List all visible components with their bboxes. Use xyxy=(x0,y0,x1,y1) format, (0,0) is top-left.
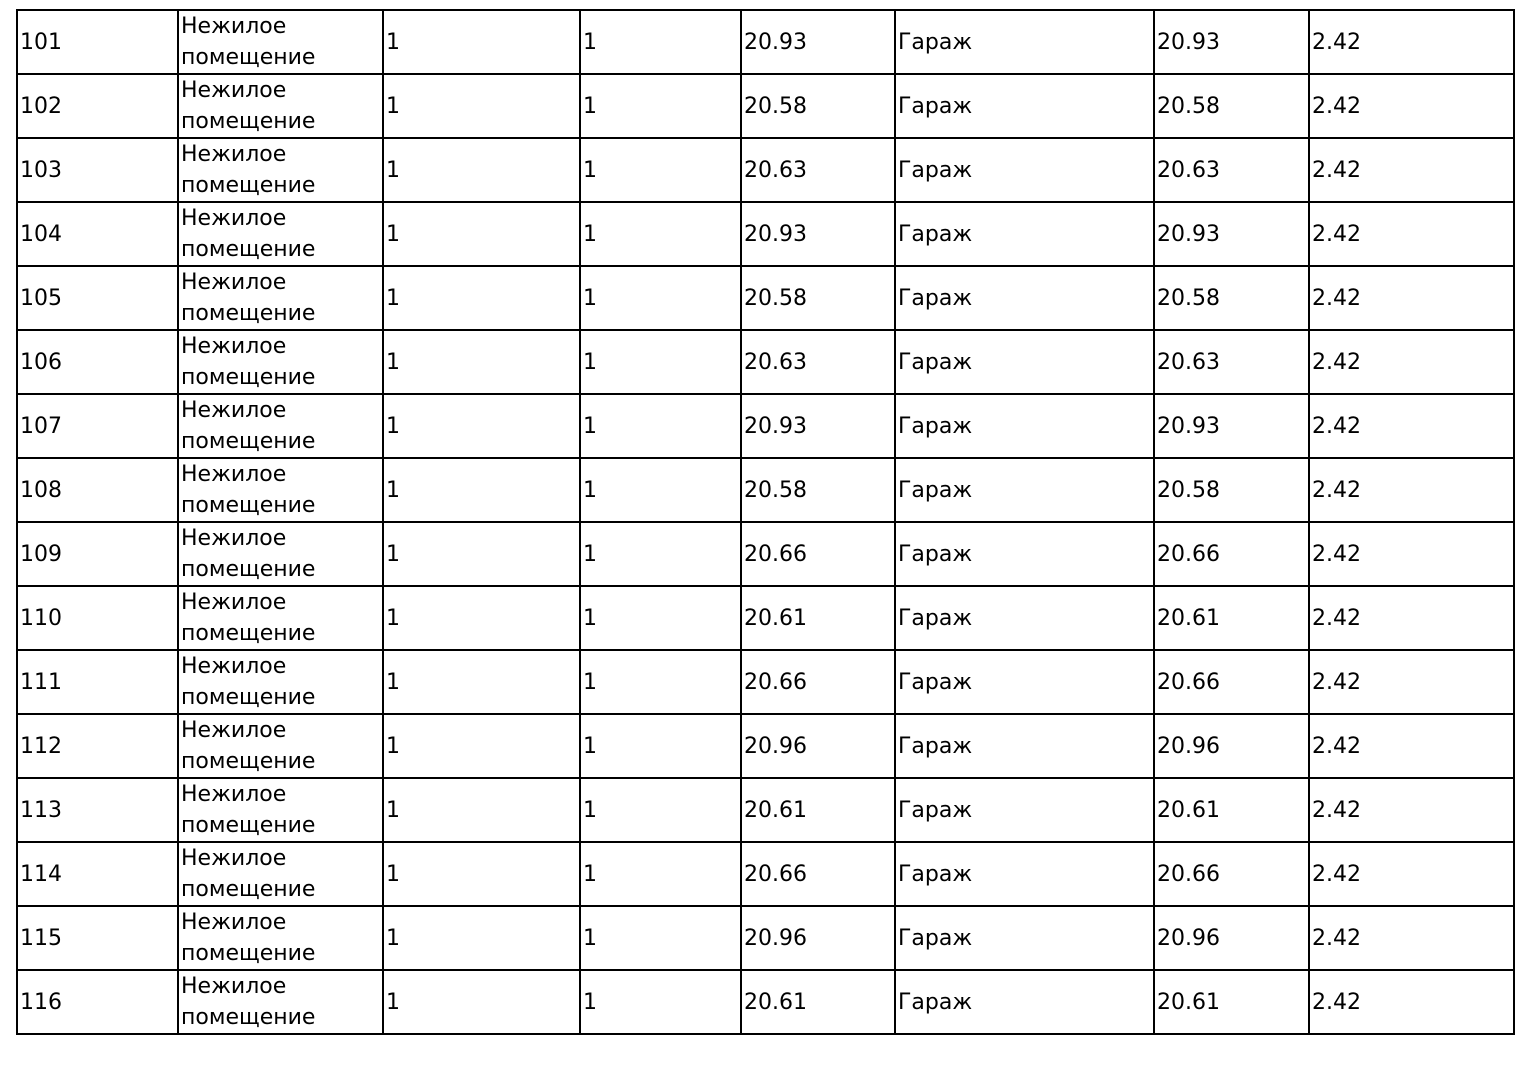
cell-col3: 1 xyxy=(383,10,580,74)
cell-area-total: 20.61 xyxy=(1154,586,1309,650)
cell-premises-type xyxy=(178,458,383,522)
cell-height: 2.42 xyxy=(1309,650,1514,714)
cell-height: 2.42 xyxy=(1309,842,1514,906)
cell-premises-type xyxy=(178,778,383,842)
cell-col3: 1 xyxy=(383,522,580,586)
cell-area-total: 20.63 xyxy=(1154,138,1309,202)
cell-number: 105 xyxy=(17,266,178,330)
cell-height: 2.42 xyxy=(1309,266,1514,330)
cell-area: 20.61 xyxy=(741,778,895,842)
cell-premises-type-line: помещение xyxy=(181,109,316,134)
cell-purpose: Гараж xyxy=(895,330,1154,394)
cell-area: 20.66 xyxy=(741,522,895,586)
cell-col4: 1 xyxy=(580,714,741,778)
cell-col4: 1 xyxy=(580,330,741,394)
cell-purpose: Гараж xyxy=(895,10,1154,74)
cell-area: 20.93 xyxy=(741,394,895,458)
cell-area-total: 20.66 xyxy=(1154,650,1309,714)
cell-number: 113 xyxy=(17,778,178,842)
cell-col4: 1 xyxy=(580,10,741,74)
cell-col4: 1 xyxy=(580,586,741,650)
cell-area-total: 20.61 xyxy=(1154,970,1309,1034)
cell-col3: 1 xyxy=(383,970,580,1034)
cell-purpose: Гараж xyxy=(895,586,1154,650)
cell-purpose: Гараж xyxy=(895,842,1154,906)
cell-premises-type xyxy=(178,74,383,138)
cell-premises-type-line: Нежилое xyxy=(181,846,287,871)
cell-premises-type xyxy=(178,202,383,266)
cell-premises-type xyxy=(178,650,383,714)
cell-area-total: 20.66 xyxy=(1154,522,1309,586)
cell-purpose: Гараж xyxy=(895,266,1154,330)
cell-height: 2.42 xyxy=(1309,10,1514,74)
table-body xyxy=(17,10,1514,1034)
cell-area: 20.58 xyxy=(741,74,895,138)
cell-height: 2.42 xyxy=(1309,202,1514,266)
cell-area-total: 20.93 xyxy=(1154,10,1309,74)
cell-purpose: Гараж xyxy=(895,778,1154,842)
cell-area-total: 20.66 xyxy=(1154,842,1309,906)
cell-purpose: Гараж xyxy=(895,970,1154,1034)
cell-premises-type-line: Нежилое xyxy=(181,910,287,935)
cell-col4: 1 xyxy=(580,202,741,266)
cell-number: 114 xyxy=(17,842,178,906)
cell-col4: 1 xyxy=(580,138,741,202)
table-row xyxy=(17,842,1514,906)
cell-area-total: 20.58 xyxy=(1154,266,1309,330)
cell-premises-type-line: помещение xyxy=(181,813,316,838)
cell-number: 107 xyxy=(17,394,178,458)
cell-premises-type-line: помещение xyxy=(181,173,316,198)
cell-premises-type-line: помещение xyxy=(181,301,316,326)
cell-premises-type xyxy=(178,138,383,202)
cell-purpose: Гараж xyxy=(895,202,1154,266)
cell-premises-type-line: Нежилое xyxy=(181,974,287,999)
cell-premises-type-line: Нежилое xyxy=(181,782,287,807)
cell-premises-type-line: помещение xyxy=(181,685,316,710)
cell-col4: 1 xyxy=(580,650,741,714)
cell-area: 20.58 xyxy=(741,458,895,522)
table-row xyxy=(17,458,1514,522)
table-row xyxy=(17,970,1514,1034)
cell-col3: 1 xyxy=(383,202,580,266)
cell-area: 20.61 xyxy=(741,970,895,1034)
cell-area-total: 20.58 xyxy=(1154,74,1309,138)
cell-number: 108 xyxy=(17,458,178,522)
cell-col3: 1 xyxy=(383,458,580,522)
cell-premises-type xyxy=(178,714,383,778)
cell-area: 20.66 xyxy=(741,842,895,906)
cell-number: 106 xyxy=(17,330,178,394)
cell-area-total: 20.93 xyxy=(1154,202,1309,266)
cell-premises-type-line: помещение xyxy=(181,237,316,262)
cell-height: 2.42 xyxy=(1309,522,1514,586)
table-row xyxy=(17,714,1514,778)
cell-area-total: 20.96 xyxy=(1154,714,1309,778)
cell-premises-type xyxy=(178,586,383,650)
cell-premises-type xyxy=(178,970,383,1034)
cell-premises-type-line: помещение xyxy=(181,365,316,390)
cell-col3: 1 xyxy=(383,906,580,970)
cell-area: 20.58 xyxy=(741,266,895,330)
cell-area: 20.93 xyxy=(741,202,895,266)
cell-premises-type-line: Нежилое xyxy=(181,142,287,167)
table-row xyxy=(17,778,1514,842)
cell-premises-type xyxy=(178,842,383,906)
cell-number: 116 xyxy=(17,970,178,1034)
cell-premises-type-line: Нежилое xyxy=(181,334,287,359)
cell-number: 115 xyxy=(17,906,178,970)
cell-col3: 1 xyxy=(383,330,580,394)
cell-premises-type-line: помещение xyxy=(181,749,316,774)
cell-height: 2.42 xyxy=(1309,714,1514,778)
cell-number: 103 xyxy=(17,138,178,202)
cell-premises-type-line: Нежилое xyxy=(181,270,287,295)
cell-area-total: 20.63 xyxy=(1154,330,1309,394)
cell-premises-type xyxy=(178,522,383,586)
cell-area: 20.61 xyxy=(741,586,895,650)
cell-premises-type-line: помещение xyxy=(181,429,316,454)
cell-col4: 1 xyxy=(580,266,741,330)
cell-purpose: Гараж xyxy=(895,138,1154,202)
cell-premises-type-line: Нежилое xyxy=(181,462,287,487)
cell-premises-type xyxy=(178,266,383,330)
cell-number: 109 xyxy=(17,522,178,586)
cell-col4: 1 xyxy=(580,778,741,842)
cell-number: 110 xyxy=(17,586,178,650)
cell-premises-type xyxy=(178,394,383,458)
premises-table-container xyxy=(16,9,1513,1035)
cell-col3: 1 xyxy=(383,266,580,330)
cell-purpose: Гараж xyxy=(895,650,1154,714)
cell-premises-type-line: Нежилое xyxy=(181,718,287,743)
cell-col3: 1 xyxy=(383,586,580,650)
cell-premises-type-line: помещение xyxy=(181,1005,316,1030)
table-row xyxy=(17,138,1514,202)
cell-number: 101 xyxy=(17,10,178,74)
cell-area: 20.63 xyxy=(741,138,895,202)
table-row xyxy=(17,330,1514,394)
cell-premises-type-line: Нежилое xyxy=(181,14,287,39)
cell-height: 2.42 xyxy=(1309,330,1514,394)
cell-area: 20.96 xyxy=(741,714,895,778)
cell-col4: 1 xyxy=(580,74,741,138)
cell-purpose: Гараж xyxy=(895,74,1154,138)
cell-col4: 1 xyxy=(580,906,741,970)
cell-premises-type xyxy=(178,10,383,74)
cell-number: 111 xyxy=(17,650,178,714)
cell-premises-type xyxy=(178,330,383,394)
cell-col3: 1 xyxy=(383,394,580,458)
cell-premises-type-line: помещение xyxy=(181,493,316,518)
premises-table xyxy=(16,9,1515,1035)
cell-purpose: Гараж xyxy=(895,522,1154,586)
cell-height: 2.42 xyxy=(1309,778,1514,842)
cell-col3: 1 xyxy=(383,138,580,202)
cell-col3: 1 xyxy=(383,650,580,714)
cell-premises-type-line: Нежилое xyxy=(181,590,287,615)
cell-col3: 1 xyxy=(383,778,580,842)
cell-purpose: Гараж xyxy=(895,906,1154,970)
cell-area-total: 20.93 xyxy=(1154,394,1309,458)
cell-premises-type-line: помещение xyxy=(181,621,316,646)
cell-col4: 1 xyxy=(580,522,741,586)
cell-purpose: Гараж xyxy=(895,394,1154,458)
cell-height: 2.42 xyxy=(1309,394,1514,458)
cell-purpose: Гараж xyxy=(895,458,1154,522)
cell-premises-type-line: Нежилое xyxy=(181,526,287,551)
table-row xyxy=(17,522,1514,586)
cell-area-total: 20.58 xyxy=(1154,458,1309,522)
cell-premises-type-line: помещение xyxy=(181,941,316,966)
cell-purpose: Гараж xyxy=(895,714,1154,778)
table-row xyxy=(17,906,1514,970)
cell-premises-type-line: Нежилое xyxy=(181,206,287,231)
cell-area-total: 20.96 xyxy=(1154,906,1309,970)
cell-premises-type-line: Нежилое xyxy=(181,654,287,679)
cell-col4: 1 xyxy=(580,458,741,522)
cell-height: 2.42 xyxy=(1309,74,1514,138)
cell-number: 104 xyxy=(17,202,178,266)
table-row xyxy=(17,202,1514,266)
cell-premises-type xyxy=(178,906,383,970)
cell-area: 20.93 xyxy=(741,10,895,74)
table-row xyxy=(17,394,1514,458)
cell-col4: 1 xyxy=(580,842,741,906)
cell-number: 102 xyxy=(17,74,178,138)
cell-height: 2.42 xyxy=(1309,906,1514,970)
cell-col3: 1 xyxy=(383,842,580,906)
table-row xyxy=(17,10,1514,74)
table-row xyxy=(17,586,1514,650)
cell-height: 2.42 xyxy=(1309,970,1514,1034)
cell-area: 20.63 xyxy=(741,330,895,394)
table-row xyxy=(17,650,1514,714)
cell-height: 2.42 xyxy=(1309,458,1514,522)
cell-area: 20.66 xyxy=(741,650,895,714)
table-row xyxy=(17,266,1514,330)
cell-number: 112 xyxy=(17,714,178,778)
cell-premises-type-line: помещение xyxy=(181,877,316,902)
cell-premises-type-line: Нежилое xyxy=(181,398,287,423)
table-row xyxy=(17,74,1514,138)
cell-col3: 1 xyxy=(383,74,580,138)
cell-premises-type-line: помещение xyxy=(181,557,316,582)
cell-premises-type-line: помещение xyxy=(181,45,316,70)
cell-area-total: 20.61 xyxy=(1154,778,1309,842)
cell-area: 20.96 xyxy=(741,906,895,970)
cell-height: 2.42 xyxy=(1309,586,1514,650)
cell-col4: 1 xyxy=(580,970,741,1034)
cell-height: 2.42 xyxy=(1309,138,1514,202)
cell-col4: 1 xyxy=(580,394,741,458)
cell-col3: 1 xyxy=(383,714,580,778)
cell-premises-type-line: Нежилое xyxy=(181,78,287,103)
